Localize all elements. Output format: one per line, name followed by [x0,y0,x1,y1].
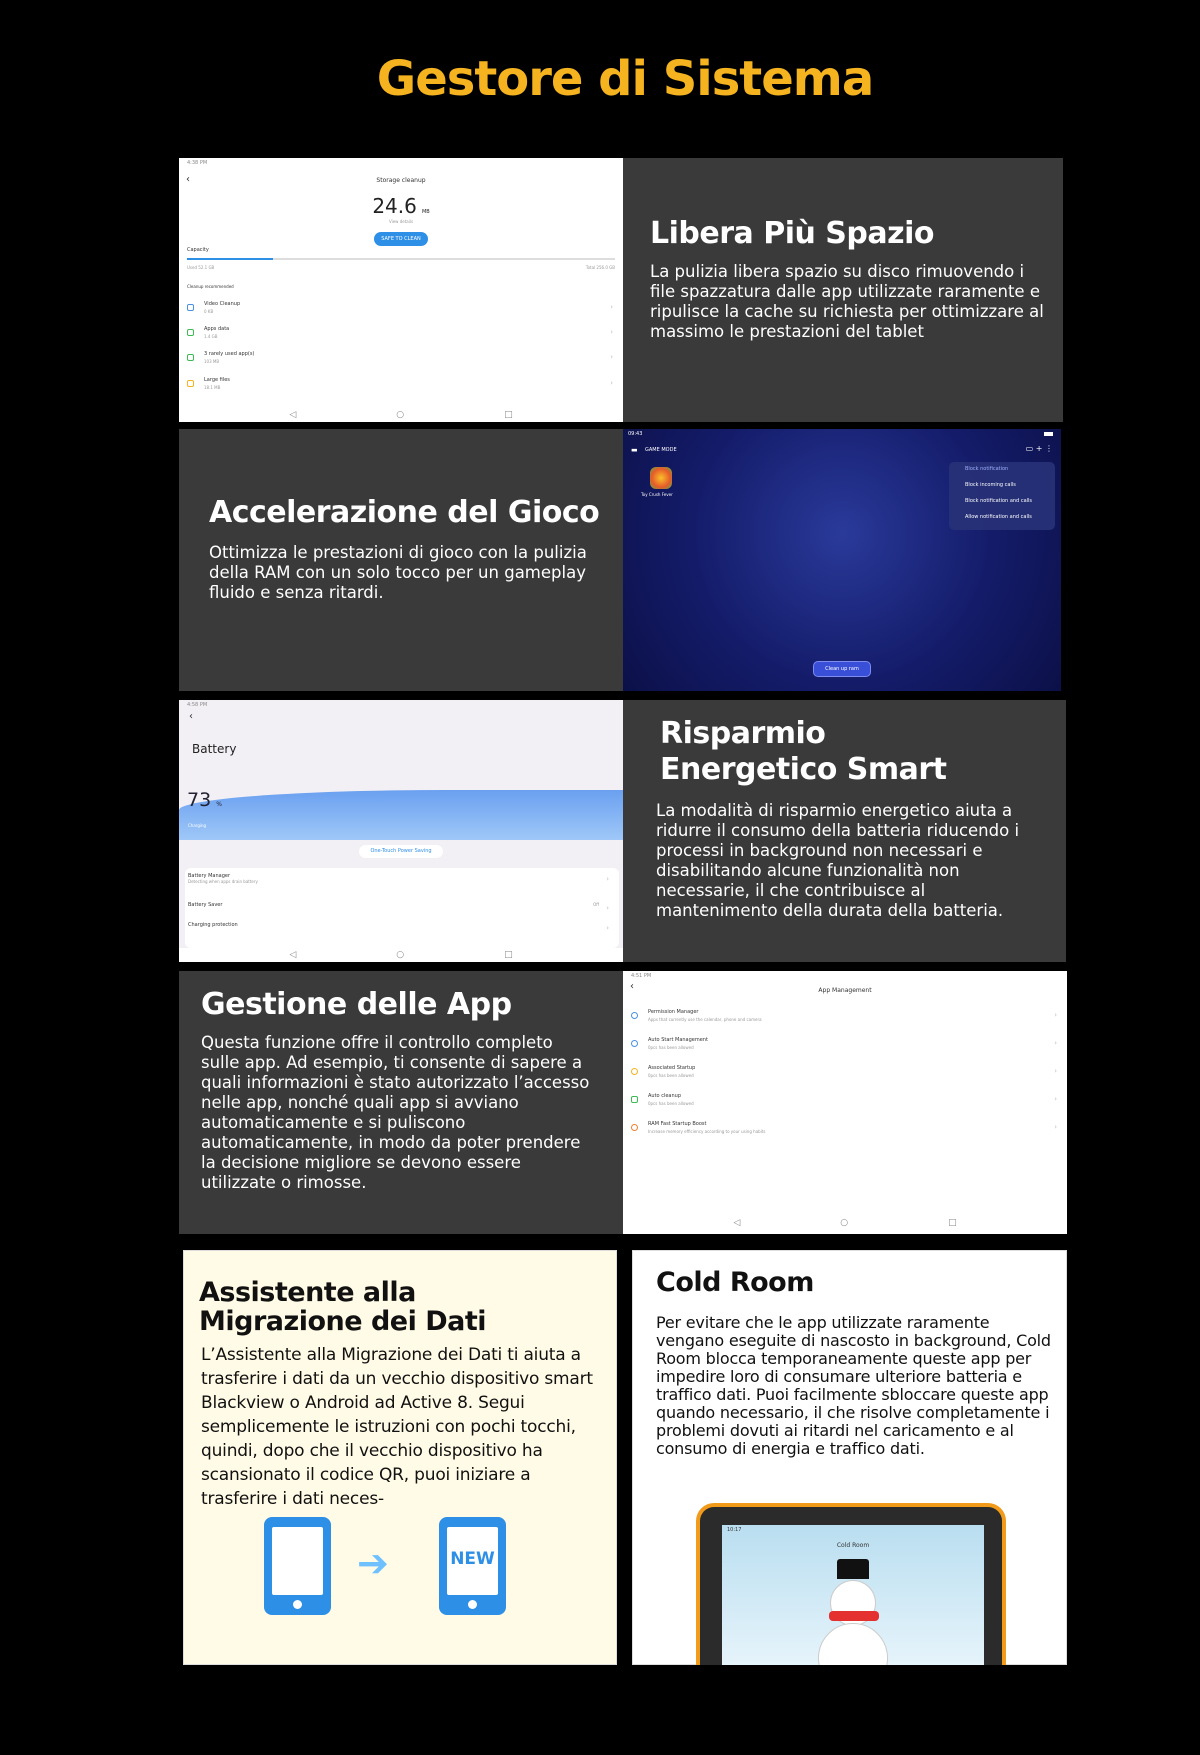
coldroom-body: Per evitare che le app utilizzate raramente vengano eseguite di nascosto in background, Cold Room blocca temporaneamente queste app per impedire loro di consumare ulteriore batteria e traffico dati. Puoi facilmente sbloccare queste app quando necessario, il che risolve completamente i problemi dovuti ai ritardi nel caricamento e al consumo di energia e traffico dati. [656,1313,1051,1458]
home-icon[interactable]: ○ [396,950,405,960]
folder-icon [187,380,194,387]
screen-title: Cold Room [836,1542,870,1549]
old-phone-icon [264,1517,331,1615]
list-item[interactable]: Associated Startup 0pcs has been allowed › [631,1065,1057,1085]
list-item[interactable]: Permission Manager Apps that currently use the calendar, phone and camera › [631,1009,1057,1029]
list-item[interactable]: 3 rarely used app(s) 103 MB › [187,351,613,371]
back-arrow-icon: ‹ [186,174,190,185]
new-label: NEW [450,1549,495,1569]
battery-heading: Risparmio Energetico Smart [660,716,947,787]
back-arrow-icon: ‹ [630,981,634,992]
game-app-label: Toy Crush Fever [641,492,673,497]
migration-panel [183,1250,617,1665]
capacity-bar-fill [187,258,273,260]
apps-icon [187,329,194,336]
gamepad-icon: ▬ [631,446,638,454]
transfer-arrow-icon: ➔ [357,1541,389,1585]
page-title: Gestore di Sistema [376,51,874,107]
migration-body: L’Assistente alla Migrazione dei Dati ti aiuta a trasferire i dati da un vecchio dispositivo smart Blackview o Android ad Active 8. Segui semplicemente le istruzioni con pochi tocchi, quindi, dopo che il vecchio dispositivo ha scansionato il codice QR, puoi iniziare a trasferire i dati neces- [201,1345,593,1509]
list-item[interactable]: Auto Start Management 0pcs has been allowed › [631,1037,1057,1057]
capacity-bar [187,258,615,260]
screen-title: Storage cleanup [376,177,426,184]
storage-body: La pulizia libera spazio su disco rimuovendo i file spazzatura dalle app utilizzate raramente e ripulisce la cache su richiesta per ottimizzare al massimo le prestazioni del tablet [650,262,1044,341]
new-phone-icon [439,1517,506,1615]
capacity-label: Capacity [187,247,209,253]
list-item[interactable]: Battery Manager Detecting when apps drain battery › [188,873,609,884]
recents-icon[interactable]: □ [504,950,513,960]
chevron-right-icon: › [606,904,609,912]
snowman-icon [830,1580,876,1626]
nav-bar [179,408,623,422]
battery-screenshot [179,700,623,962]
home-icon[interactable]: ○ [840,1218,849,1228]
chevron-right-icon: › [1054,1123,1057,1131]
snowman-body [818,1623,888,1665]
recents-icon[interactable]: □ [504,410,513,420]
battery-body: La modalità di risparmio energetico aiuta a ridurre il consumo della batteria riducendo i processi in background non necessari e disabilitando alcune funzionalità non necessarie, il che contribuisce al mantenimento della durata della batteria. [656,801,1020,920]
back-icon[interactable]: ◁ [733,1218,741,1228]
list-item[interactable]: RAM Fast Startup Boost Increase memory efficiency according to your using habits › [631,1121,1057,1141]
nav-bar [623,1216,1067,1230]
charging-status: Charging [188,823,207,828]
chevron-right-icon: › [610,379,613,387]
status-time: 09:43 [628,431,643,437]
chevron-right-icon: › [606,924,609,932]
menu-item[interactable]: Allow notification and calls [965,514,1032,520]
back-icon[interactable]: ◁ [289,410,297,420]
clean-up-ram-button[interactable]: Clean up ram [813,661,871,677]
power-saving-button[interactable]: One-Touch Power Saving [359,845,443,858]
status-time: 4:58 PM [187,702,208,708]
battery-panel [623,700,1066,962]
battery-icon [1044,432,1053,436]
screen-time: 10:17 [727,1527,742,1533]
game-body: Ottimizza le prestazioni di gioco con la pulizia della RAM con un solo tocco per un gameplay fluido e senza ritardi. [209,543,587,602]
nav-bar [179,948,623,962]
game-panel [179,429,623,691]
game-heading: Accelerazione del Gioco [209,495,600,530]
apps-panel [179,971,623,1234]
back-arrow-icon: ‹ [189,711,193,722]
rocket-icon [631,1124,638,1131]
apps-body: Questa funzione offre il controllo completo sulle app. Ad esempio, ti consente di sapere a quali informazioni è stato autorizzato l’accesso nelle app, nonché quali app si avviano automaticamente e si puliscono automaticamente, in modo da poter prendere la decisione migliore se devono essere utilizzate o rimosse. [201,1033,590,1192]
menu-item[interactable]: Block notification [965,466,1009,472]
broom-icon [631,1096,638,1103]
chevron-right-icon: › [1054,1011,1057,1019]
chevron-right-icon: › [610,303,613,311]
list-item[interactable]: Charging protection › [188,922,609,932]
calendar-icon [187,354,194,361]
storage-panel [623,158,1063,422]
chevron-right-icon: › [610,328,613,336]
apps-heading: Gestione delle App [201,987,512,1022]
coldroom-panel [632,1250,1067,1665]
safe-to-clean-button[interactable]: SAFE TO CLEAN [374,232,428,246]
list-item[interactable]: Video Cleanup 0 KB › [187,301,613,321]
shield-icon [631,1012,638,1019]
recents-icon[interactable]: □ [948,1218,957,1228]
home-icon[interactable]: ○ [396,410,405,420]
notification-menu [949,462,1055,530]
battery-wave [179,790,623,840]
total-label: Total 256.0 GB [585,265,615,270]
status-time: 4:51 PM [631,973,652,979]
battery-level: 73 % [187,789,222,811]
video-icon [187,304,194,311]
back-icon[interactable]: ◁ [289,950,297,960]
storage-cleanup-screenshot [179,158,623,422]
settings-list [185,868,619,948]
chevron-right-icon: › [606,875,609,883]
list-item[interactable]: Battery Saver Off › [188,902,609,912]
storage-heading: Libera Più Spazio [650,216,934,251]
chevron-right-icon: › [1054,1039,1057,1047]
list-item[interactable]: Apps data 1.4 GB › [187,326,613,346]
chevron-right-icon: › [610,353,613,361]
list-item[interactable]: Auto cleanup 0pcs has been allowed › [631,1093,1057,1113]
chevron-right-icon: › [1054,1095,1057,1103]
used-label: Used 52.1 GB [187,265,215,270]
migration-heading: Assistente alla Migrazione dei Dati [199,1277,487,1338]
menu-item[interactable]: Block notification and calls [965,498,1033,504]
view-details-link[interactable]: View details [388,219,414,224]
game-mode-screenshot [623,429,1061,691]
tablet-screen [722,1525,984,1665]
screen-title: Battery [192,742,237,756]
cleanup-amount: 24.6 MB [372,194,430,218]
rugged-tablet-image [696,1503,1006,1665]
coldroom-heading: Cold Room [656,1267,814,1298]
app-management-screenshot [623,971,1067,1234]
section-label: Cleanup recommended [187,284,234,289]
toolbar-icons[interactable]: ▭ + ⋮ [1025,444,1053,453]
list-item[interactable]: Large files 18.1 MB › [187,377,613,397]
chevron-right-icon: › [1054,1067,1057,1075]
game-app-icon[interactable] [650,467,672,489]
gear-icon [631,1040,638,1047]
menu-item[interactable]: Block incoming calls [965,482,1016,488]
screen-title: App Management [818,987,872,994]
status-time: 4:38 PM [187,160,208,166]
link-icon [631,1068,638,1075]
game-mode-label: GAME MODE [645,447,677,453]
